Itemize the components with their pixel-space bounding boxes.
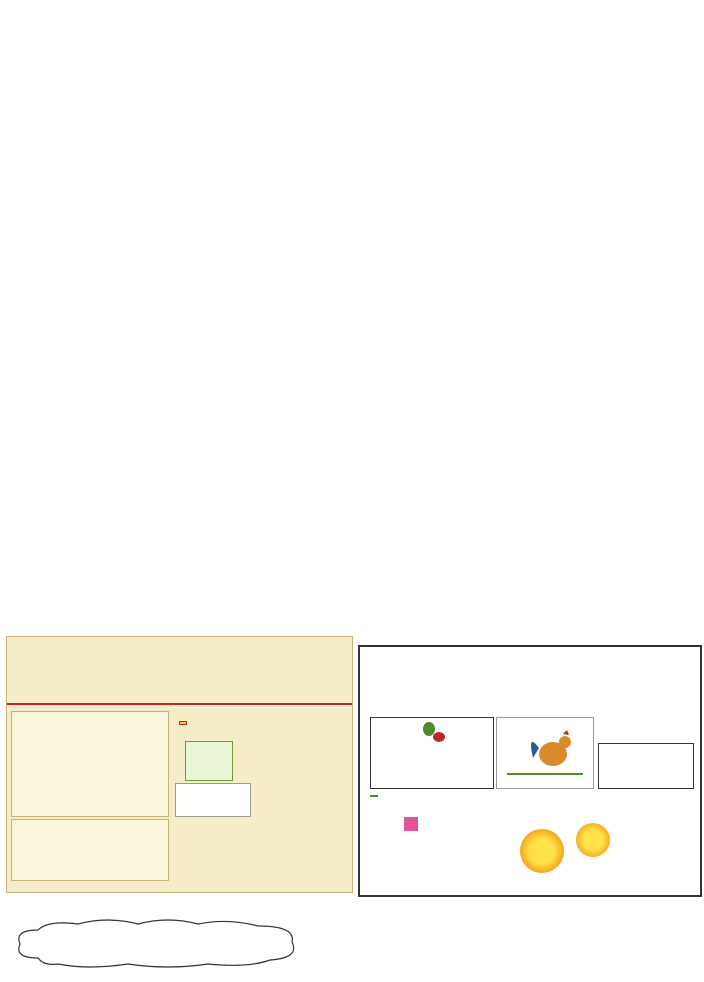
leifeng-panel [6,636,353,893]
hidden-char [185,741,233,781]
rooster-image [496,717,594,789]
sun-main [520,829,564,873]
hidden-box [175,711,247,821]
wuxing-box [598,743,694,789]
color-tag [370,795,378,797]
hidden-label [179,721,187,725]
mima-box [370,717,494,789]
zhuamawang-panel [358,645,702,897]
cloud-shape [8,918,304,970]
tianji-box [11,711,169,817]
banzhu-box [11,819,169,881]
jinqi-value [404,817,418,831]
divider [7,703,352,705]
dupin-box [219,825,349,887]
sun-icon [576,823,610,857]
mima-icon-2 [433,732,445,742]
rooster-icon [497,718,593,788]
pingma-box [175,783,251,817]
